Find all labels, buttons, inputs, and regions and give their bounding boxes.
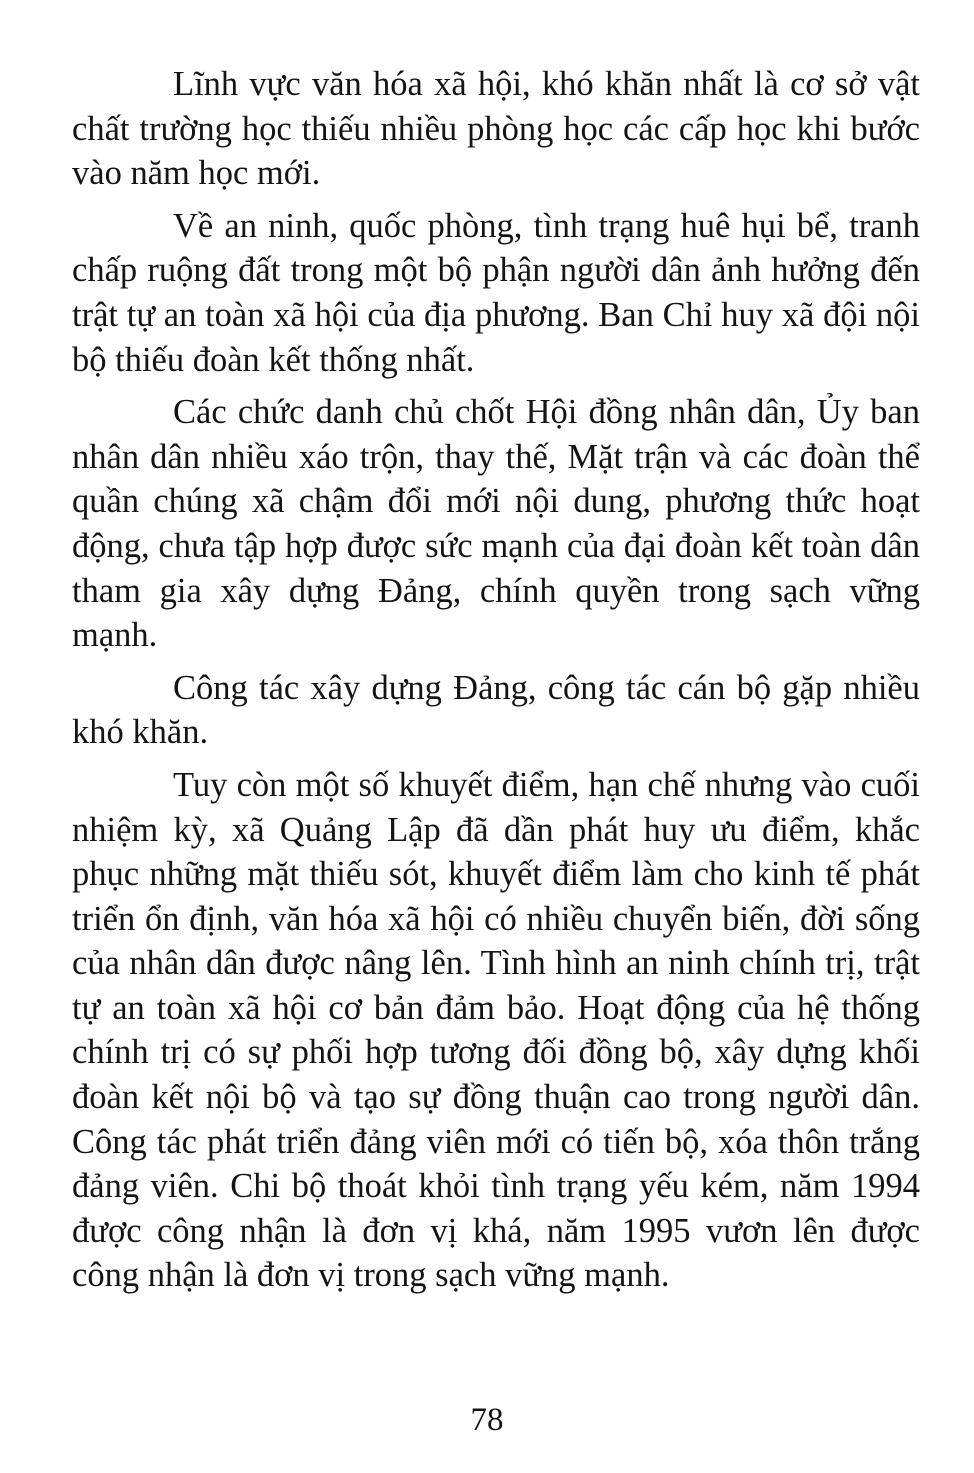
paragraph-end-of-term-summary: Tuy còn một số khuyết điểm, hạn chế nhưng vào cuối nhiệm kỳ, xã Quảng Lập đã dần phát huy ưu điểm, khắc phục những mặt thiếu sót, khuyết điểm làm cho kinh tế phát triển ổn định, văn hóa xã hội có nhiều chuyển biến, đời sống của nhân dân được nâng lên. Tình hình an ninh chính trị, trật tự an toàn xã hội cơ bản đảm bảo. Hoạt động của hệ thống chính trị có sự phối hợp tương đối đồng bộ, xây dựng khối đoàn kết nội bộ và tạo sự đồng thuận cao trong người dân. Công tác phát triển đảng viên mới có tiến bộ, xóa thôn trắng đảng viên. Chi bộ thoát khỏi tình trạng yếu kém, năm 1994 được công nhận là đơn vị khá, năm 1995 vươn lên được công nhận là đơn vị trong sạch vững mạnh. <box>72 765 920 1295</box>
paragraph-leadership-positions: Các chức danh chủ chốt Hội đồng nhân dân, Ủy ban nhân dân nhiều xáo trộn, thay thế, Mặt trận và các đoàn thể quần chúng xã chậm đổi mới nội dung, phương thức hoạt động, chưa tập hợp được sức mạnh của đại đoàn kết toàn dân tham gia xây dựng Đảng, chính quyền trong sạch vững mạnh. <box>72 393 920 655</box>
paragraph-party-building: Công tác xây dựng Đảng, công tác cán bộ gặp nhiều khó khăn. <box>72 668 920 752</box>
paragraph-security-defense: Về an ninh, quốc phòng, tình trạng huê hụi bể, tranh chấp ruộng đất trong một bộ phận người dân ảnh hưởng đến trật tự an toàn xã hội của địa phương. Ban Chỉ huy xã đội nội bộ thiếu đoàn kết thống nhất. <box>72 206 920 379</box>
page-number: 78 <box>470 1402 504 1438</box>
paragraph-culture-society: Lĩnh vực văn hóa xã hội, khó khăn nhất là cơ sở vật chất trường học thiếu nhiều phòng học các cấp học khi bước vào năm học mới. <box>72 65 920 193</box>
page-body <box>72 62 920 1306</box>
